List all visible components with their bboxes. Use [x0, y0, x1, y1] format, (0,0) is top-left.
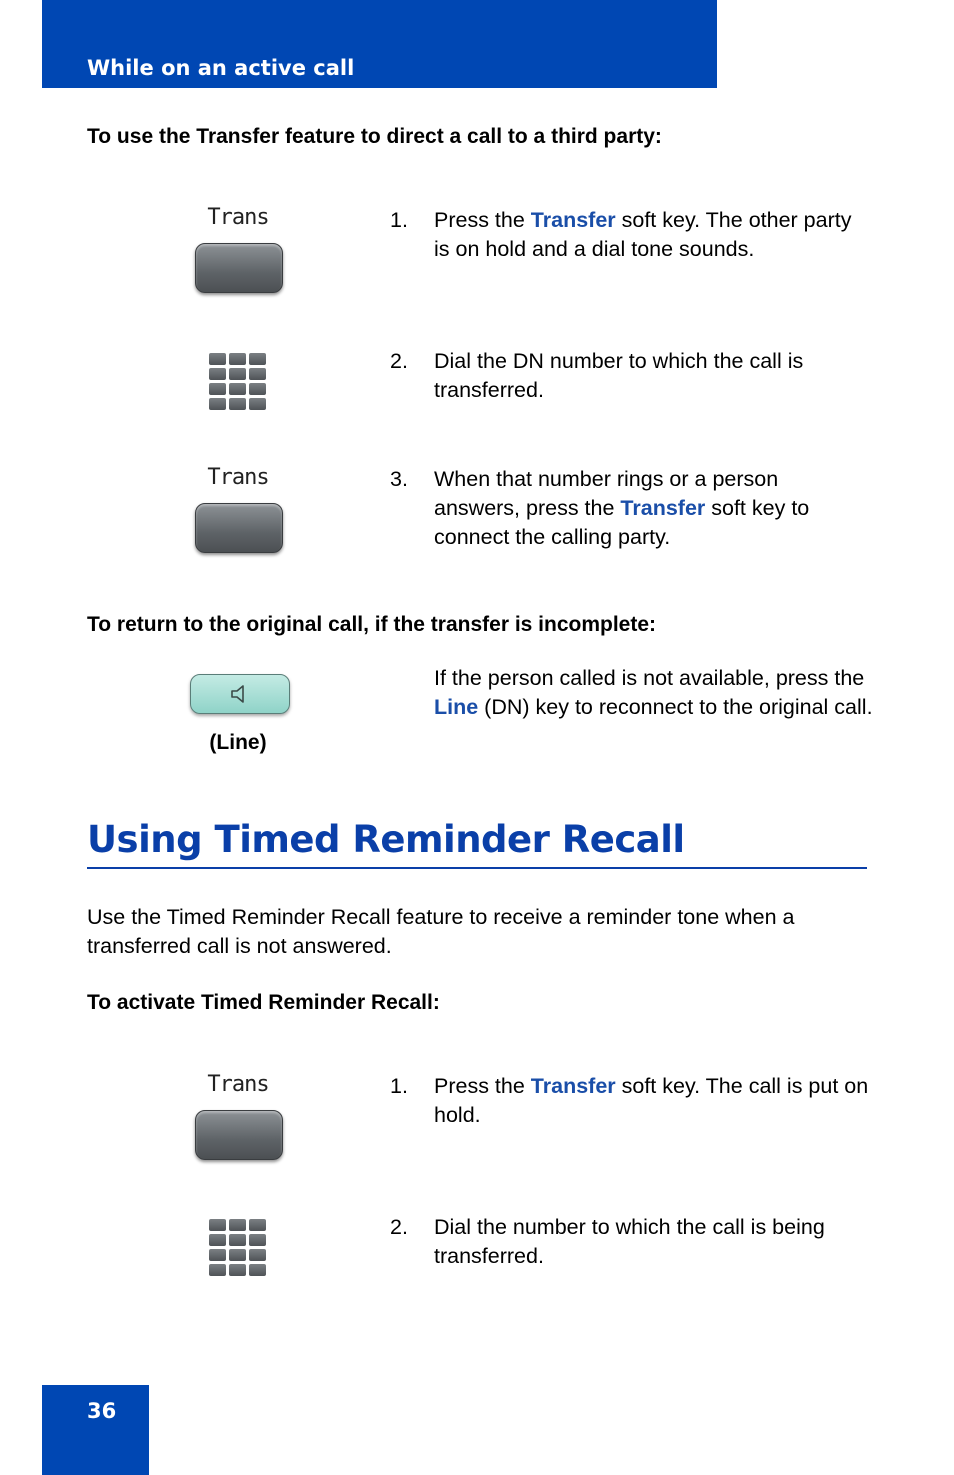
step-text: When that number rings or a person answers, press the Transfer soft key to connect the calling party.	[434, 467, 810, 549]
transfer-key-label: Transfer	[530, 1074, 616, 1098]
transfer-key-label: Transfer	[620, 496, 706, 520]
softkey-icon	[195, 503, 283, 553]
timed-reminder-heading: To activate Timed Reminder Recall:	[87, 991, 440, 1014]
section-divider	[87, 867, 867, 869]
step-number: 3.	[390, 467, 408, 491]
transfer-heading: To use the Transfer feature to direct a call to a third party:	[87, 125, 662, 148]
line-caption: (Line)	[209, 731, 267, 754]
transfer-key-label: Transfer	[530, 208, 616, 232]
softkey-icon	[195, 1110, 283, 1160]
keypad-icon	[209, 353, 266, 410]
footer-box	[42, 1385, 149, 1475]
line-key-label: Line	[434, 695, 479, 719]
step-text: Press the Transfer soft key. The call is put on hold.	[434, 1074, 869, 1127]
step-number: 2.	[390, 1215, 408, 1239]
return-text: If the person called is not available, press the Line (DN) key to reconnect to the original call.	[434, 666, 873, 719]
section-title: Using Timed Reminder Recall	[87, 818, 685, 861]
step-text: Dial the number to which the call is being transferred.	[434, 1215, 825, 1268]
step-text: Dial the DN number to which the call is transferred.	[434, 349, 804, 402]
keypad-icon	[209, 1219, 266, 1276]
softkey-label: Trans	[207, 465, 269, 490]
return-heading: To return to the original call, if the transfer is incomplete:	[87, 613, 657, 636]
speaker-icon	[229, 683, 251, 705]
softkey-label: Trans	[207, 205, 269, 230]
softkey-icon	[195, 243, 283, 293]
timed-reminder-intro: Use the Timed Reminder Recall feature to receive a reminder tone when a transferred call is not answered.	[87, 905, 795, 958]
step-number: 1.	[390, 1074, 408, 1098]
softkey-label: Trans	[207, 1072, 269, 1097]
step-number: 2.	[390, 349, 408, 373]
line-key-icon	[190, 674, 290, 714]
page-number: 36	[87, 1399, 117, 1423]
header-title: While on an active call	[87, 56, 355, 80]
header-bar	[42, 0, 717, 88]
step-number: 1.	[390, 208, 408, 232]
step-text: Press the Transfer soft key. The other party is on hold and a dial tone sounds.	[434, 208, 852, 261]
